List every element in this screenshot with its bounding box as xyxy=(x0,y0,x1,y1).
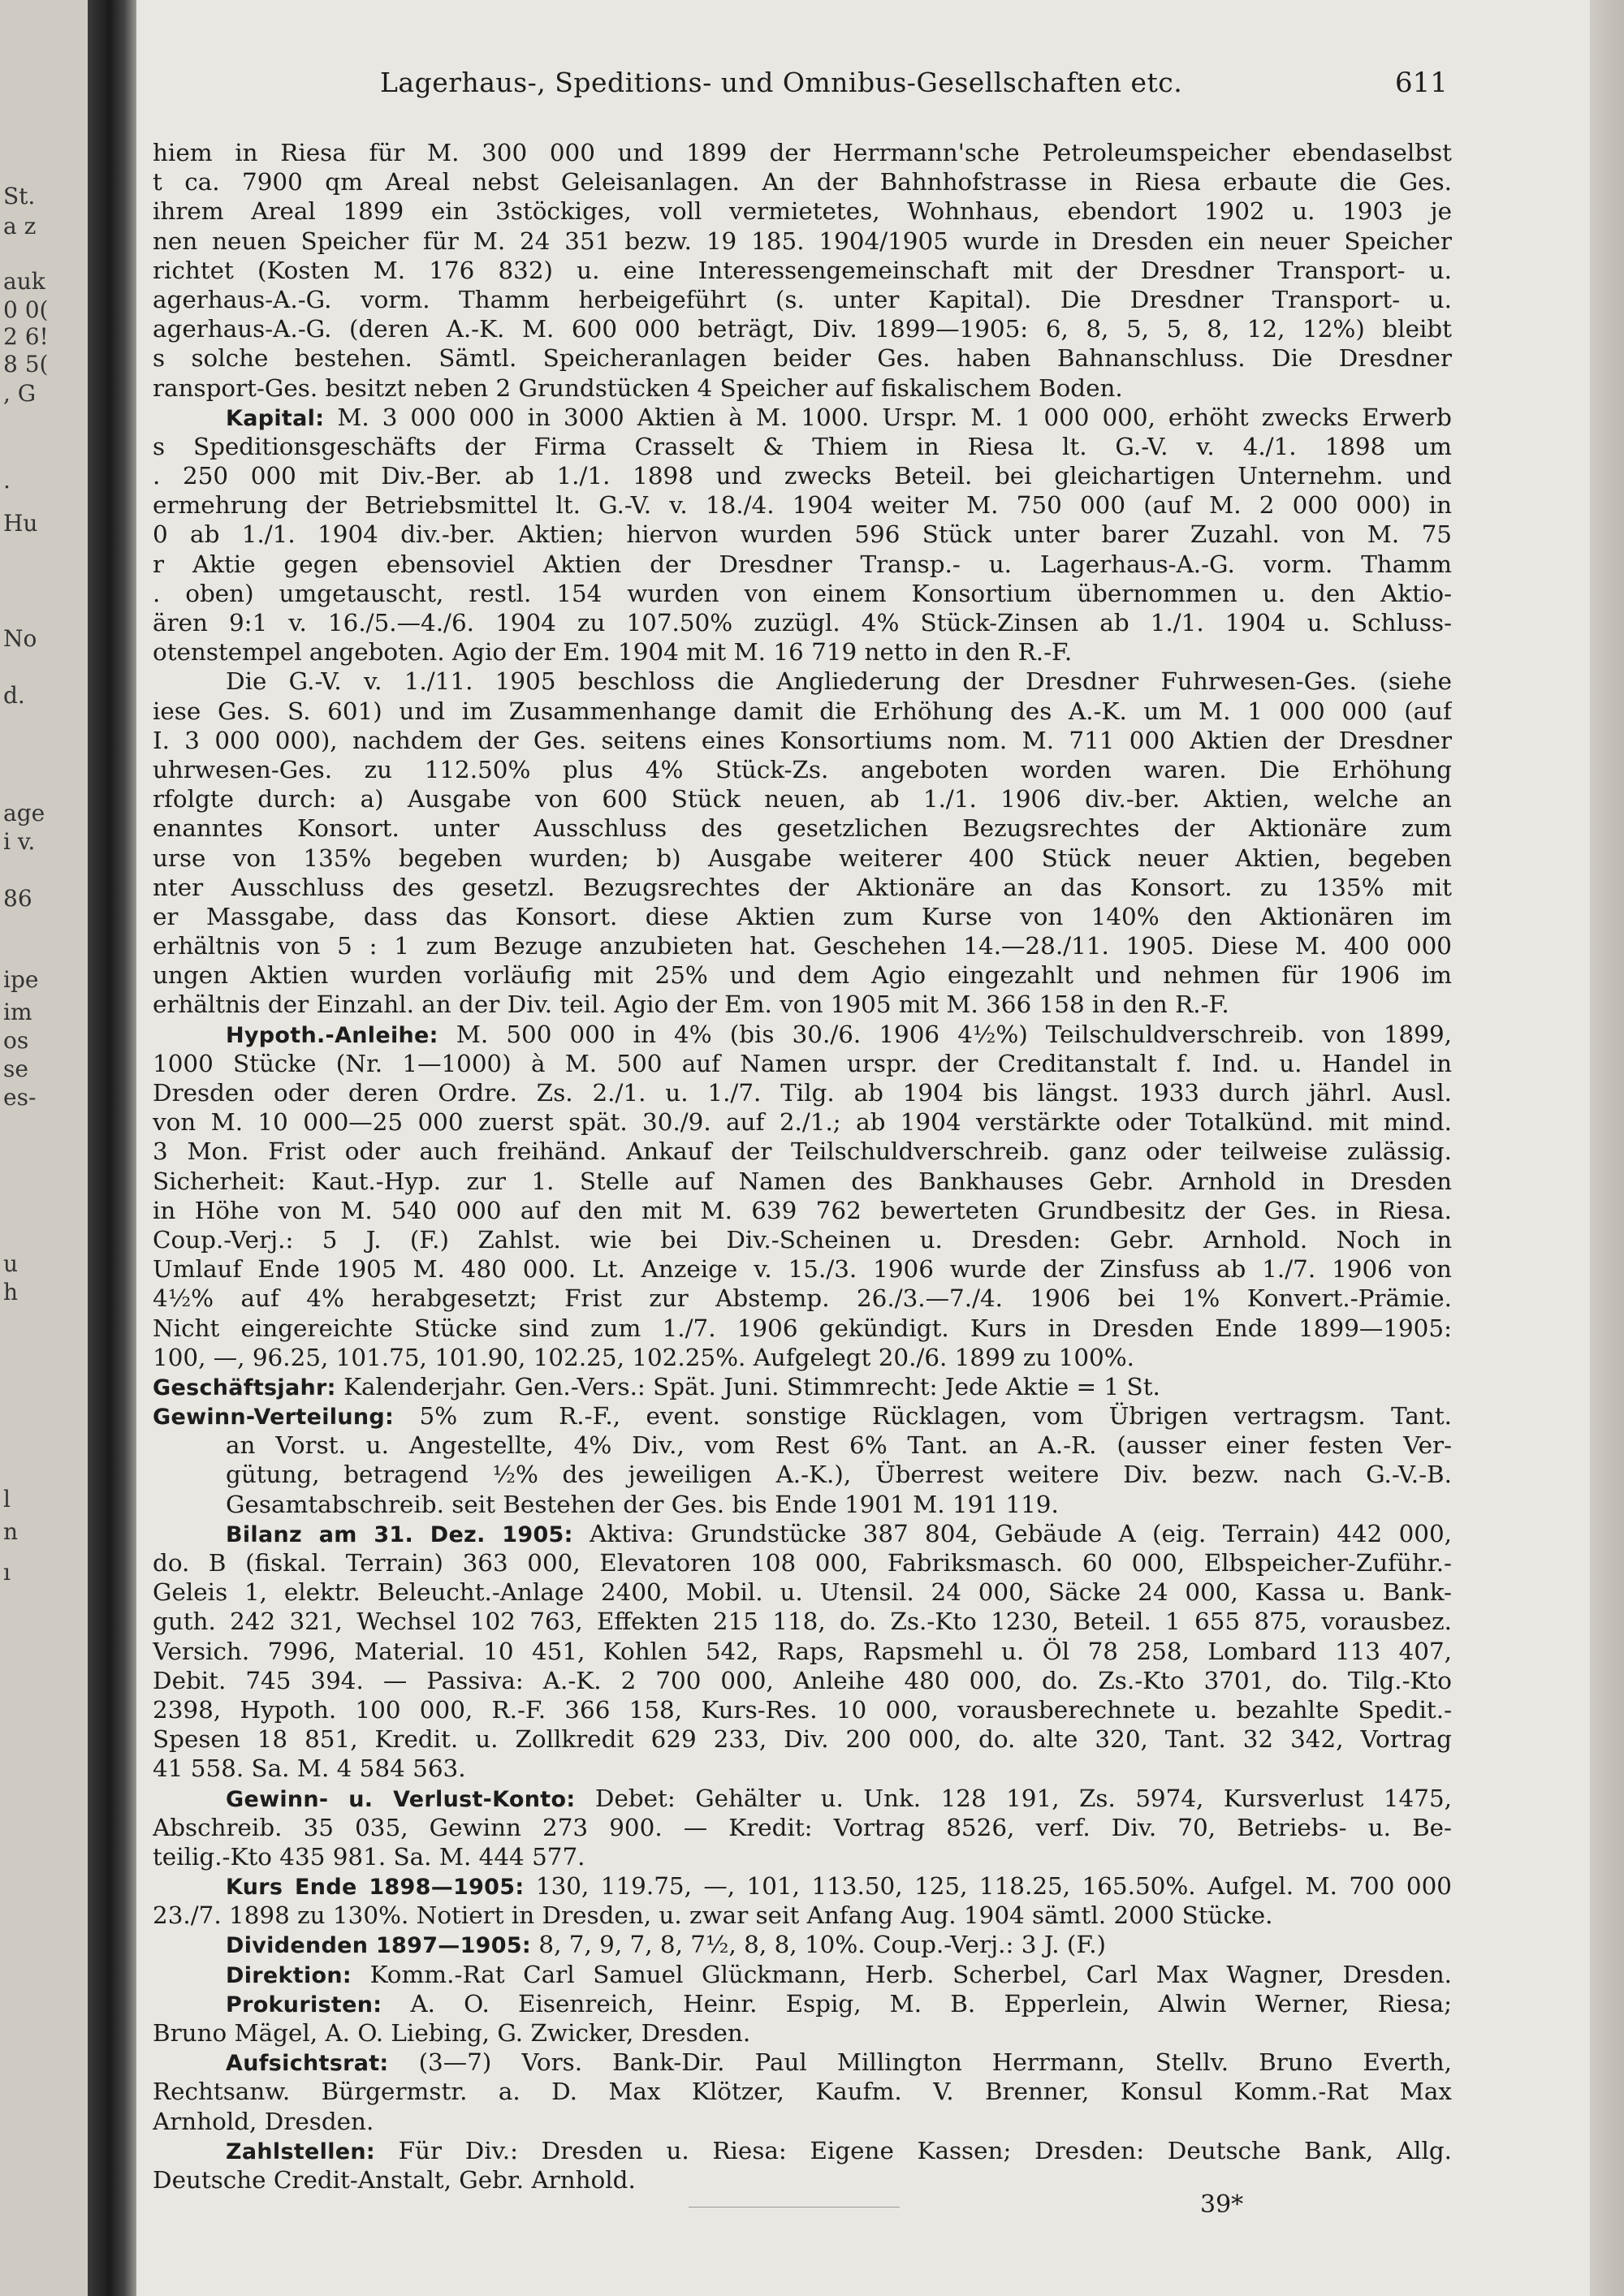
line-text: Für Div.: Dresden u. Riesa: Eigene Kassen; Dresden: Deutsche Bank, Allg. xyxy=(398,2136,1452,2164)
left-page-fragment: n xyxy=(3,1518,19,1545)
line-text: hiem in Riesa für M. 300 000 und 1899 der Herrmann'sche Petroleumspeicher ebendaselbst xyxy=(153,139,1452,166)
line-text: Umlauf Ende 1905 M. 480 000. Lt. Anzeige v. 15./3. 1906 wurde der Zinsfuss ab 1./7. 1906 von xyxy=(153,1255,1452,1284)
section-label: Hypoth.-Anleihe: xyxy=(226,1022,438,1048)
text-line xyxy=(153,755,1452,784)
text-line xyxy=(153,1401,1452,1431)
left-page-fragment: St. xyxy=(3,183,36,209)
line-text: r Aktie gegen ebensoviel Aktien der Dresdner Transp.- u. Lagerhaus-A.-G. vorm. Thamm xyxy=(153,550,1452,578)
line-text: 3 Mon. Frist oder auch freihänd. Ankauf der Teilschuldverschreib. ganz oder teilweise zulässig. xyxy=(153,1137,1452,1166)
left-page-fragment: 2 6! xyxy=(3,323,49,350)
text-line xyxy=(153,2165,1452,2195)
section-label: Geschäftsjahr: xyxy=(153,1375,336,1400)
text-line xyxy=(153,1548,1452,1577)
text-line xyxy=(153,1901,1452,1930)
line-text: urse von 135% begeben wurden; b) Ausgabe weiterer 400 Stück neuer Aktien, begeben xyxy=(153,844,1452,872)
text-line xyxy=(153,844,1452,873)
line-text: 0 ab 1./1. 1904 div.-ber. Aktien; hiervon wurden 596 Stück unter barer Zuzahl. von M. 75 xyxy=(153,520,1452,549)
section-label: Zahlstellen: xyxy=(226,2138,376,2164)
line-text: Gesamtabschreib. seit Bestehen der Ges. bis Ende 1901 M. 191 119. xyxy=(226,1490,1059,1518)
line-text: guth. 242 321, Wechsel 102 763, Effekten 215 118, do. Zs.-Kto 1230, Beteil. 1 655 875, vorausbez. xyxy=(153,1608,1452,1636)
text-line xyxy=(153,1577,1452,1607)
line-text: nter Ausschluss des gesetzl. Bezugsrechtes der Aktionäre an das Konsort. zu 135% mit xyxy=(153,873,1452,901)
section-label: Aufsichtsrat: xyxy=(226,2051,389,2077)
text-line xyxy=(153,2136,1452,2165)
text-line xyxy=(153,1607,1452,1636)
left-page-fragment: Hu xyxy=(3,510,38,537)
line-text: s solche bestehen. Sämtl. Speicheranlagen beider Ges. haben Bahnanschluss. Die Dresdner xyxy=(153,344,1452,373)
line-text: Aktiva: Grundstücke 387 804, Gebäude A (eig. Terrain) 442 000, xyxy=(590,1519,1452,1547)
line-text: an Vorst. u. Angestellte, 4% Div., vom Rest 6% Tant. an A.-R. (ausser einer festen Ver- xyxy=(226,1431,1452,1460)
line-text: Rechtsanw. Bürgermstr. a. D. Max Klötzer, Kaufm. V. Brenner, Konsul Komm.-Rat Max xyxy=(153,2078,1452,2106)
text-line xyxy=(153,902,1452,931)
text-line xyxy=(153,1519,1452,1548)
left-page-fragment: a z xyxy=(3,213,37,240)
line-text: Coup.-Verj.: 5 J. (F.) Zahlst. wie bei Div.-Scheinen u. Dresden: Gebr. Arnhold. Noch in xyxy=(153,1225,1452,1254)
left-page-edge xyxy=(0,0,88,2296)
text-line xyxy=(153,1637,1452,1666)
left-page-fragment: 86 xyxy=(3,885,32,912)
text-line xyxy=(153,1930,1452,1959)
line-text: in Höhe von M. 540 000 auf den mit M. 639 762 bewerteten Grundbesitz der Ges. in Riesa. xyxy=(153,1196,1452,1224)
text-line xyxy=(153,403,1452,432)
line-text: von M. 10 000—25 000 zuerst spät. 30./9. auf 2./1.; ab 1904 verstärkte oder Totalkünd. mit mind. xyxy=(153,1108,1452,1137)
text-line xyxy=(153,1107,1452,1137)
line-text: richtet (Kosten M. 176 832) u. eine Interessengemeinschaft mit der Dresdner Transport- u. xyxy=(153,256,1452,284)
line-text: agerhaus-A.-G. (deren A.-K. M. 600 000 beträgt, Div. 1899—1905: 6, 8, 5, 5, 8, 12, 12%) bleibt xyxy=(153,315,1452,343)
text-line xyxy=(153,1314,1452,1343)
text-line xyxy=(153,1842,1452,1871)
left-page-fragment: No xyxy=(3,625,37,652)
line-text: er Massgabe, dass das Konsort. diese Aktien zum Kurse von 140% den Aktionären im xyxy=(153,902,1452,930)
line-text: Dresden oder deren Ordre. Zs. 2./1. u. 1./7. Tilg. ab 1904 bis längst. 1933 durch jährl. Ausl. xyxy=(153,1079,1452,1107)
footer-rule xyxy=(689,2207,900,2208)
line-text: 23./7. 1898 zu 130%. Notiert in Dresden, u. zwar seit Anfang Aug. 1904 sämtl. 2000 Stücke. xyxy=(153,1901,1273,1930)
text-line xyxy=(153,1960,1452,1989)
text-line xyxy=(153,196,1452,226)
line-text: . 250 000 mit Div.-Ber. ab 1./1. 1898 und zwecks Beteil. bei gleichartigen Unternehm. und xyxy=(153,462,1452,490)
line-text: Kalenderjahr. Gen.-Vers.: Spät. Juni. Stimmrecht: Jede Aktie = 1 St. xyxy=(343,1372,1160,1400)
left-page-fragment: ipe xyxy=(3,966,39,993)
line-text: ungen Aktien wurden vorläufig mit 25% und dem Agio eingezahlt und nehmen für 1906 im xyxy=(153,961,1452,990)
text-line xyxy=(153,373,1452,403)
text-line xyxy=(153,343,1452,373)
text-line xyxy=(153,667,1452,696)
page-right-edge xyxy=(1590,0,1624,2296)
left-page-fragment: u xyxy=(3,1250,19,1277)
line-text: 4½% auf 4% herabgesetzt; Frist zur Abstemp. 26./3.—7./4. 1906 bei 1% Konvert.-Prämie. xyxy=(153,1284,1452,1313)
section-label: Gewinn-Verteilung: xyxy=(153,1405,395,1431)
text-line xyxy=(153,1225,1452,1254)
left-page-fragment: es- xyxy=(3,1084,37,1111)
text-line xyxy=(153,1343,1452,1372)
text-line xyxy=(153,1372,1452,1401)
left-page-fragment: im xyxy=(3,999,32,1025)
line-text: erhältnis von 5 : 1 zum Bezuge anzubieten hat. Geschehen 14.—28./11. 1905. Diese M. 400 000 xyxy=(153,932,1452,960)
text-line xyxy=(153,461,1452,490)
left-page-fragment: os xyxy=(3,1027,29,1054)
line-text: M. 500 000 in 4% (bis 30./6. 1906 4½%) Teilschuldverschreib. von 1899, xyxy=(456,1020,1452,1048)
text-line xyxy=(153,726,1452,755)
line-text: rfolgte durch: a) Ausgabe von 600 Stück neuen, ab 1./1. 1906 div.-ber. Aktien, welche an xyxy=(153,785,1452,814)
text-line xyxy=(153,227,1452,256)
line-text: 8, 7, 9, 7, 8, 7½, 8, 8, 10%. Coup.-Verj.: 3 J. (F.) xyxy=(538,1931,1107,1959)
line-text: 130, 119.75, —, 101, 113.50, 125, 118.25, 165.50%. Aufgel. M. 700 000 xyxy=(535,1872,1452,1901)
line-text: A. O. Eisenreich, Heinr. Espig, M. B. Epperlein, Alwin Werner, Riesa; xyxy=(410,1989,1452,2018)
left-page-fragment: l xyxy=(3,1486,11,1513)
text-line xyxy=(153,1460,1452,1489)
line-text: Arnhold, Dresden. xyxy=(153,2107,374,2135)
text-line xyxy=(153,931,1452,960)
line-text: Abschreib. 35 035, Gewinn 273 900. — Kredit: Vortrag 8526, verf. Div. 70, Betriebs- u. Be- xyxy=(153,1813,1452,1841)
line-text: do. B (fiskal. Terrain) 363 000, Elevatoren 108 000, Fabriksmasch. 60 000, Elbspeicher-Zuführ.- xyxy=(153,1549,1452,1577)
book-gutter xyxy=(88,0,136,2296)
section-label: Gewinn- u. Verlust-Konto: xyxy=(226,1786,576,1812)
text-line xyxy=(153,1813,1452,1842)
line-text: t ca. 7900 qm Areal nebst Geleisanlagen. An der Bahnhofstrasse in Riesa erbaute die Ges. xyxy=(153,168,1452,196)
text-line xyxy=(153,608,1452,637)
signature-mark: 39* xyxy=(1200,2190,1244,2219)
page xyxy=(136,0,1590,2296)
left-page-fragment: . xyxy=(3,467,11,494)
text-line xyxy=(153,285,1452,314)
text-line xyxy=(153,579,1452,608)
text-line xyxy=(153,1695,1452,1724)
line-text: M. 3 000 000 in 3000 Aktien à M. 1000. Urspr. M. 1 000 000, erhöht zwecks Erwerb xyxy=(337,403,1452,431)
left-page-fragment: 8 5( xyxy=(3,351,49,378)
text-line xyxy=(153,873,1452,902)
section-label: Kurs Ende 1898—1905: xyxy=(226,1875,525,1901)
text-line xyxy=(153,1666,1452,1695)
text-line xyxy=(153,784,1452,814)
text-line xyxy=(153,432,1452,461)
line-text: nen neuen Speicher für M. 24 351 bezw. 19 185. 1904/1905 wurde in Dresden ein neuer Speicher xyxy=(153,227,1452,255)
text-line xyxy=(153,256,1452,285)
text-line xyxy=(153,990,1452,1019)
line-text: Spesen 18 851, Kredit. u. Zollkredit 629 233, Div. 200 000, do. alte 320, Tant. 32 342, Vortrag xyxy=(153,1725,1452,1754)
left-page-fragment: ı xyxy=(3,1559,11,1586)
line-text: I. 3 000 000), nachdem der Ges. seitens eines Konsortiums nom. M. 711 000 Aktien der Dresdner xyxy=(153,726,1452,754)
line-text: Debet: Gehälter u. Unk. 128 191, Zs. 5974, Kursverlust 1475, xyxy=(594,1784,1452,1812)
line-text: Die G.-V. v. 1./11. 1905 beschloss die Angliederung der Dresdner Fuhrwesen-Ges. (siehe xyxy=(226,667,1452,696)
line-text: s Speditionsgeschäfts der Firma Crasselt & Thiem in Riesa lt. G.-V. v. 4./1. 1898 um xyxy=(153,432,1452,460)
line-text: ermehrung der Betriebsmittel lt. G.-V. v. 18./4. 1904 weiter M. 750 000 (auf M. 2 000 000) in xyxy=(153,491,1452,520)
page-number: 611 xyxy=(1395,67,1448,99)
text-line xyxy=(153,2048,1452,2077)
left-page-fragment: i v. xyxy=(3,828,36,855)
text-line xyxy=(153,138,1452,167)
text-line xyxy=(153,960,1452,990)
text-line xyxy=(153,2107,1452,2136)
text-line xyxy=(153,637,1452,667)
text-line xyxy=(153,167,1452,196)
text-line xyxy=(153,697,1452,726)
line-text: enanntes Konsort. unter Ausschluss des gesetzlichen Bezugsrechtes der Aktionäre zum xyxy=(153,814,1452,843)
section-label: Dividenden 1897—1905: xyxy=(226,1933,532,1959)
left-page-fragment: auk xyxy=(3,268,45,295)
line-text: uhrwesen-Ges. zu 112.50% plus 4% Stück-Zs. angeboten worden waren. Die Erhöhung xyxy=(153,755,1452,783)
section-label: Kapital: xyxy=(226,405,325,431)
text-line xyxy=(153,2018,1452,2048)
text-line xyxy=(153,1784,1452,1813)
left-page-fragment: se xyxy=(3,1055,28,1082)
text-line xyxy=(153,490,1452,520)
line-text: ransport-Ges. besitzt neben 2 Grundstücken 4 Speicher auf fiskalischem Boden. xyxy=(153,373,1123,402)
text-line xyxy=(153,814,1452,843)
page-header xyxy=(136,67,1590,107)
line-text: erhältnis der Einzahl. an der Div. teil. Agio der Em. von 1905 mit M. 366 158 in den R.-F. xyxy=(153,990,1229,1019)
line-text: Bruno Mägel, A. O. Liebing, G. Zwicker, Dresden. xyxy=(153,2019,751,2047)
text-line xyxy=(153,1431,1452,1460)
text-line xyxy=(153,1137,1452,1166)
line-text: Geleis 1, elektr. Beleucht.-Anlage 2400, Mobil. u. Utensil. 24 000, Säcke 24 000, Kassa u. Bank- xyxy=(153,1578,1452,1607)
line-text: 1000 Stücke (Nr. 1—1000) à M. 500 auf Namen urspr. der Creditanstalt f. Ind. u. Handel in xyxy=(153,1049,1452,1077)
text-line xyxy=(153,1989,1452,2018)
text-line xyxy=(153,314,1452,343)
line-text: 41 558. Sa. M. 4 584 563. xyxy=(153,1754,466,1783)
line-text: Versich. 7996, Material. 10 451, Kohlen 542, Raps, Rapsmehl u. Öl 78 258, Lombard 113 407, xyxy=(153,1637,1452,1665)
text-line xyxy=(153,550,1452,579)
text-line xyxy=(153,1754,1452,1783)
left-page-fragment: d. xyxy=(3,682,25,709)
text-line xyxy=(153,1871,1452,1901)
line-text: . oben) umgetauscht, restl. 154 wurden von einem Konsortium übernommen u. den Aktio- xyxy=(153,579,1452,607)
text-line xyxy=(153,1724,1452,1754)
left-page-fragment: h xyxy=(3,1279,19,1306)
text-line xyxy=(153,1167,1452,1196)
line-text: teilig.-Kto 435 981. Sa. M. 444 577. xyxy=(153,1842,585,1871)
section-label: Bilanz am 31. Dez. 1905: xyxy=(226,1521,573,1547)
line-text: Komm.-Rat Carl Samuel Glückmann, Herb. Scherbel, Carl Max Wagner, Dresden. xyxy=(369,1960,1452,1988)
text-line xyxy=(153,1078,1452,1107)
line-text: (3—7) Vors. Bank-Dir. Paul Millington Herrmann, Stellv. Bruno Everth, xyxy=(418,2048,1452,2077)
line-text: gütung, betragend ½% des jeweiligen A.-K.), Überrest weitere Div. bezw. nach G.-V.-B. xyxy=(226,1461,1452,1489)
line-text: agerhaus-A.-G. vorm. Thamm herbeigeführt (s. unter Kapital). Die Dresdner Transport- u. xyxy=(153,285,1452,313)
left-page-fragment: age xyxy=(3,800,45,826)
text-line xyxy=(153,1254,1452,1284)
left-page-fragment: , G xyxy=(3,380,37,407)
line-text: Debit. 745 394. — Passiva: A.-K. 2 700 000, Anleihe 480 000, do. Zs.-Kto 3701, do. Tilg.-Kto xyxy=(153,1666,1452,1694)
text-line xyxy=(153,520,1452,549)
line-text: ären 9:1 v. 16./5.—4./6. 1904 zu 107.50% zuzügl. 4% Stück-Zinsen ab 1./1. 1904 u. Schluss- xyxy=(153,609,1452,637)
text-line xyxy=(153,1049,1452,1078)
left-page-fragment: 0 0( xyxy=(3,296,49,323)
line-text: Nicht eingereichte Stücke sind zum 1./7. 1906 gekündigt. Kurs in Dresden Ende 1899—1905: xyxy=(153,1314,1452,1342)
text-line xyxy=(153,1284,1452,1313)
line-text: 5% zum R.-F., event. sonstige Rücklagen, vom Übrigen vertragsm. Tant. xyxy=(419,1402,1452,1431)
line-text: Deutsche Credit-Anstalt, Gebr. Arnhold. xyxy=(153,2165,636,2194)
section-label: Prokuristen: xyxy=(226,1992,382,2018)
body-text xyxy=(153,138,1452,2195)
text-line xyxy=(153,2077,1452,2106)
text-line xyxy=(153,1490,1452,1519)
line-text: ihrem Areal 1899 ein 3stöckiges, voll vermietetes, Wohnhaus, ebendort 1902 u. 1903 je xyxy=(153,197,1452,226)
text-line xyxy=(153,1020,1452,1049)
line-text: 100, —, 96.25, 101.75, 101.90, 102.25, 102.25%. Aufgelegt 20./6. 1899 zu 100%. xyxy=(153,1343,1134,1371)
line-text: 2398, Hypoth. 100 000, R.-F. 366 158, Kurs-Res. 10 000, vorausberechnete u. bezahlte Spedit.- xyxy=(153,1695,1452,1724)
text-line xyxy=(153,1196,1452,1225)
line-text: iese Ges. S. 601) und im Zusammenhange damit die Erhöhung des A.-K. um M. 1 000 000 (auf xyxy=(153,697,1452,725)
line-text: Sicherheit: Kaut.-Hyp. zur 1. Stelle auf Namen des Bankhauses Gebr. Arnhold in Dresden xyxy=(153,1167,1452,1195)
line-text: otenstempel angeboten. Agio der Em. 1904 mit M. 16 719 netto in den R.-F. xyxy=(153,638,1073,667)
running-title: Lagerhaus-, Speditions- und Omnibus-Gesellschaften etc. xyxy=(380,67,1183,98)
section-label: Direktion: xyxy=(226,1962,352,1988)
